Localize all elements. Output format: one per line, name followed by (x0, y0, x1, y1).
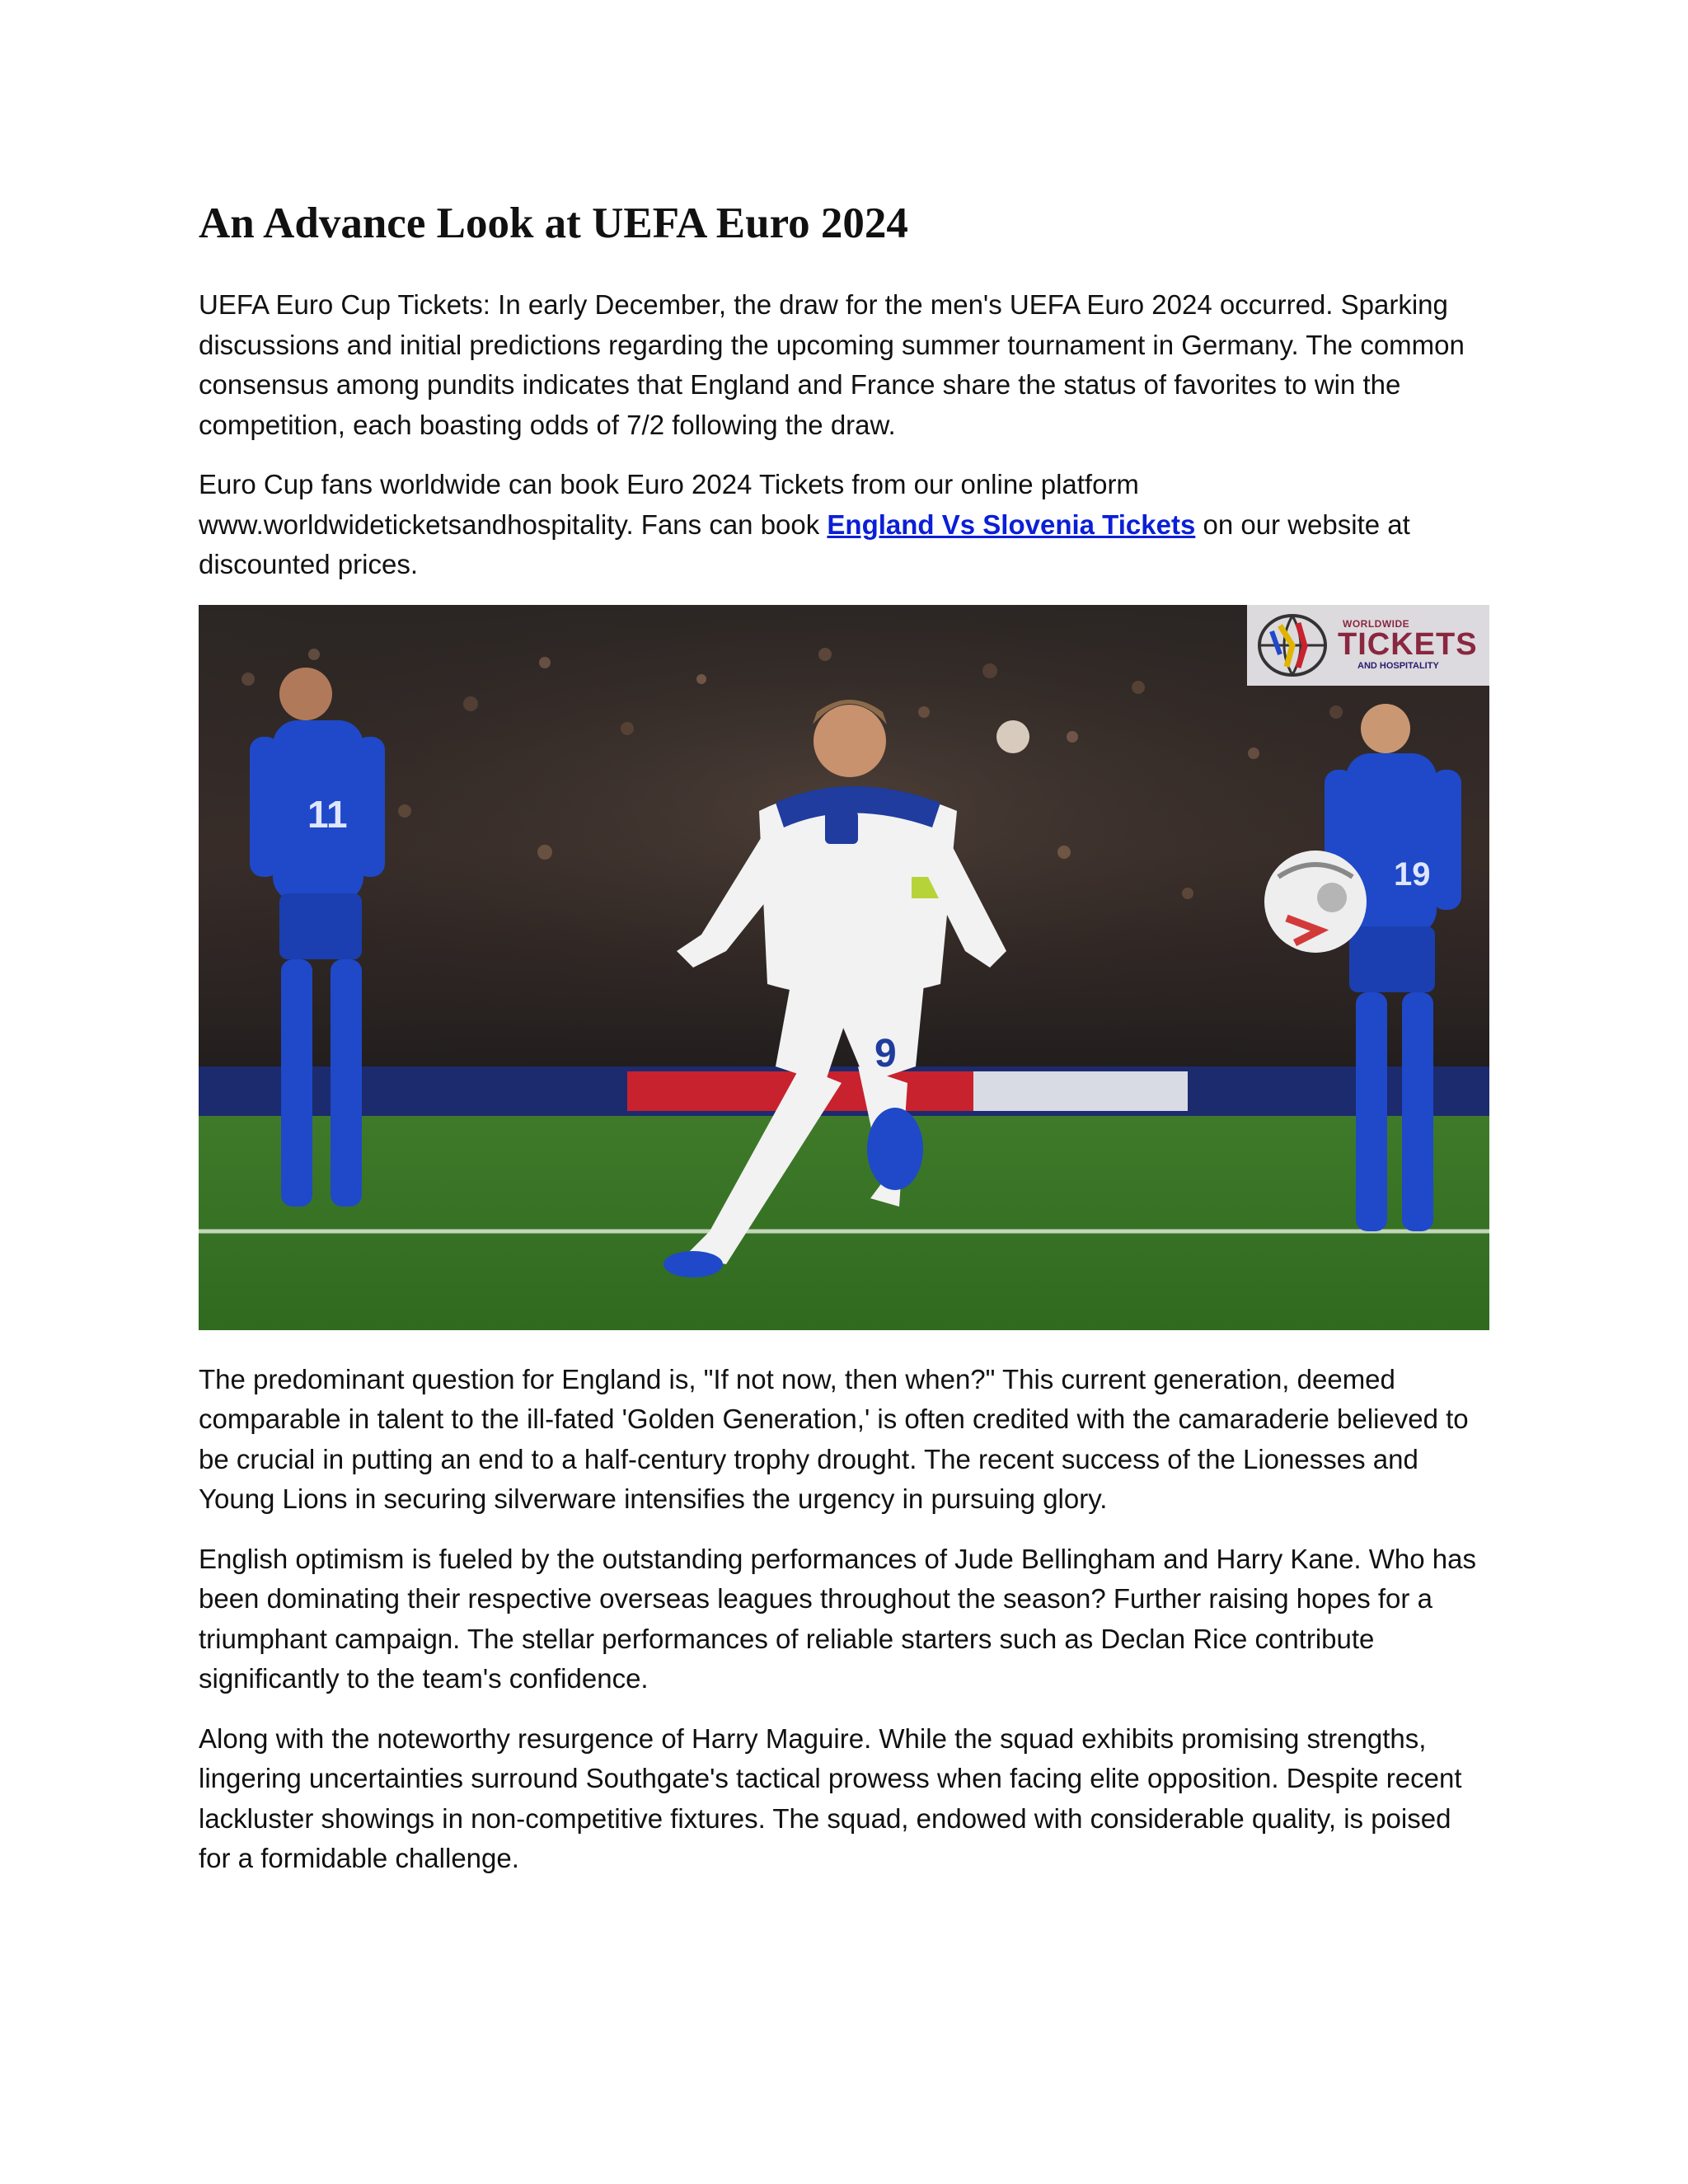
logo-bottom-line: AND HOSPITALITY (1357, 661, 1439, 671)
left-player-number: 11 (307, 792, 348, 836)
football (1264, 851, 1367, 953)
hero-image (199, 605, 1489, 1330)
paragraph-england-question: The predominant question for England is, "If not now, then when?" This current generation, deemed comparable in talent to the ill-fated 'Golden Generation,' is often credited with the camaraderie believed to be crucial in putting an end to a half-century trophy drought. The recent success of the Lionesses and Young Lions in securing silverware intensifies the urgency in pursuing glory. (199, 1363, 1469, 1514)
football-scene-illustration (199, 605, 1489, 1330)
center-player-number: 9 (874, 1031, 897, 1076)
article-title: An Advance Look at UEFA Euro 2024 (199, 199, 908, 247)
logo-top-line: WORLDWIDE (1343, 618, 1410, 630)
logo-main-word: TICKETS (1338, 627, 1478, 662)
paragraph-maguire-resurgence: Along with the noteworthy resurgence of Harry Maguire. While the squad exhibits promising strengths, lingering uncertainties surround Southgate's tactical prowess when facing elite opposition. Despite recent lackluster showings in non-competitive fixtures. The squad, endowed with considerable quality, is poised for a formidable challenge. (199, 1722, 1462, 1873)
paragraph-intro: UEFA Euro Cup Tickets: In early December, the draw for the men's UEFA Euro 2024 occurred. Sparking discussions and initial predictions regarding the upcoming summer tournament in Germany. The common consensus among pundits indicates that England and France share the status of favorites to win the competition, each boasting odds of 7/2 following the draw. (199, 289, 1465, 440)
paragraph-booking (199, 465, 1489, 585)
paragraph-english-optimism: English optimism is fueled by the outstanding performances of Jude Bellingham and Harry Kane. Who has been dominating their respective overseas leagues throughout the season? Further raising hopes for a triumphant campaign. The stellar performances of reliable starters such as Declan Rice contribute significantly to the team's confidence. (199, 1543, 1477, 1694)
globe-logo-icon (1247, 605, 1338, 686)
england-vs-slovenia-tickets-link[interactable]: England Vs Slovenia Tickets (827, 509, 1196, 540)
right-player-number: 19 (1394, 855, 1431, 893)
article (199, 194, 1489, 1899)
paragraph-booking-text-before: Euro Cup fans worldwide can book Euro 2024 Tickets from our online platform www.worldwideticketsandhospitality. Fans can book (199, 469, 1139, 540)
worldwide-tickets-logo (1247, 605, 1489, 686)
paragraph-booking-text-after: on our website at discounted prices. (199, 509, 1410, 579)
